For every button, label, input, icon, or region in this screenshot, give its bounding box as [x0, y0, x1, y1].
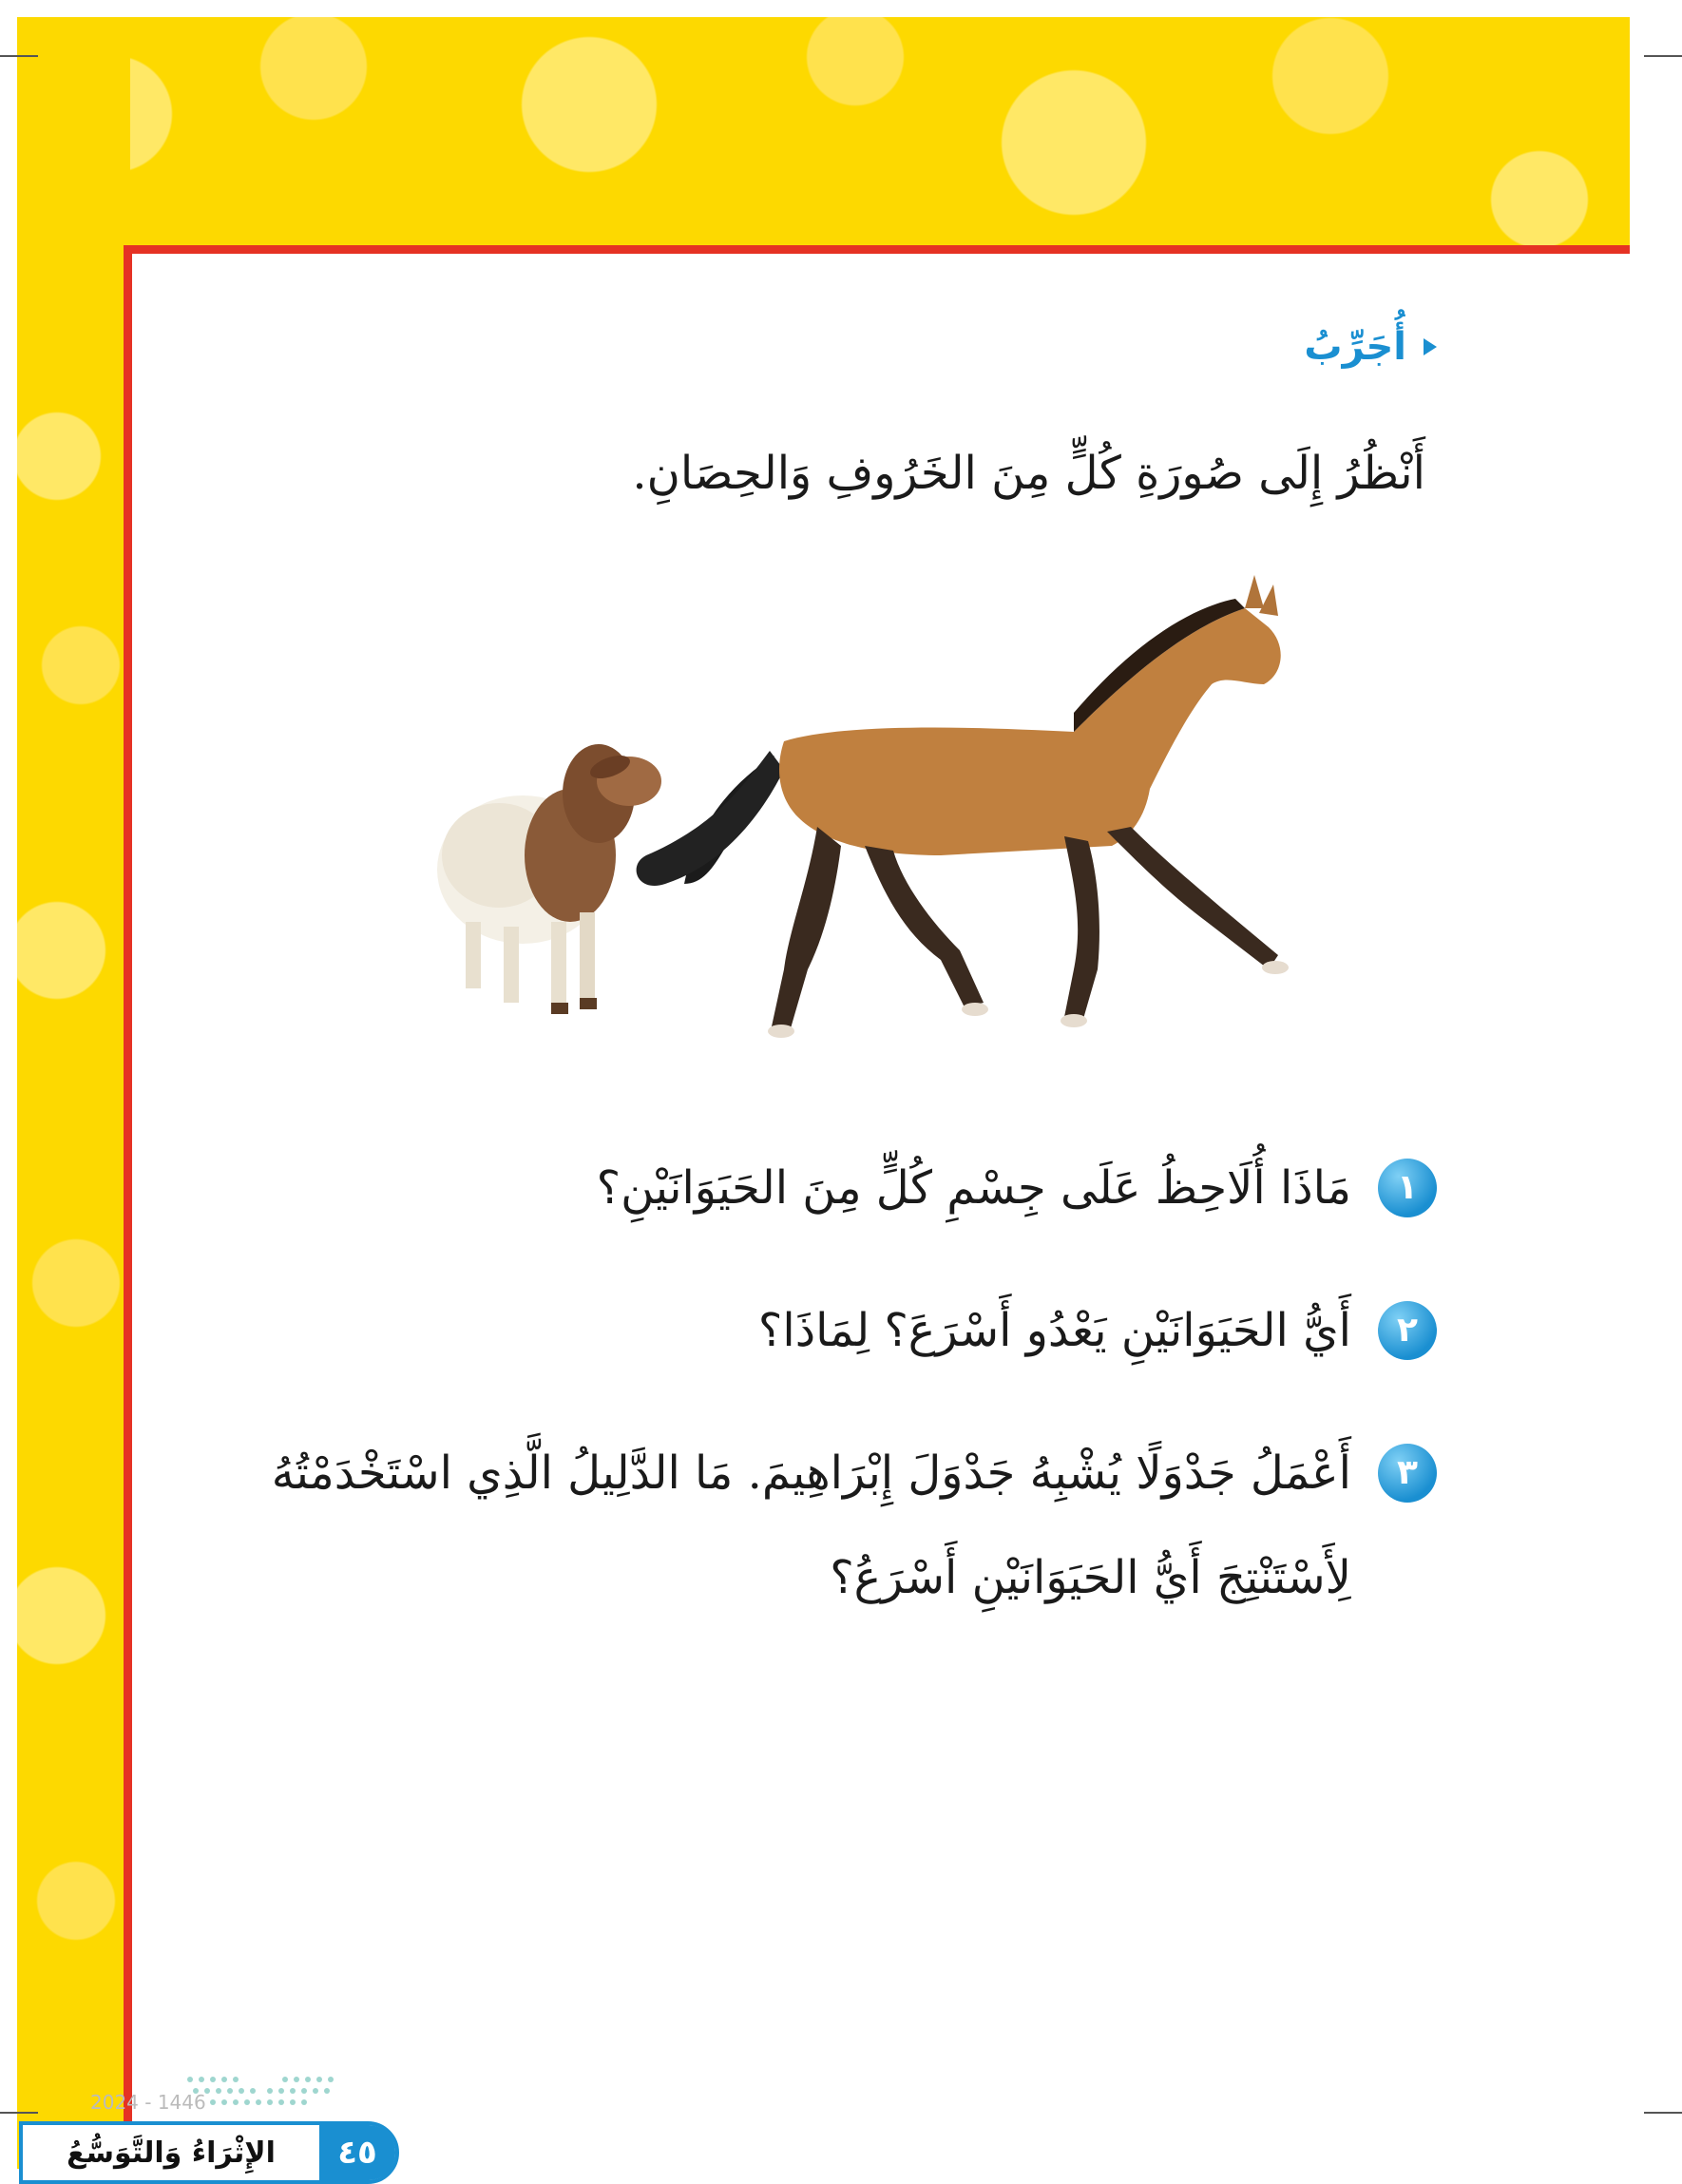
crop-mark — [1644, 2112, 1682, 2114]
red-border-left — [124, 245, 132, 2169]
yellow-frame-left — [0, 0, 130, 2169]
question-text: أَعْمَلُ جَدْوَلًا يُشْبِهُ جَدْوَلَ إِبْرَاهِيمَ. مَا الدَّلِيلُ الَّذِي اسْتَخْدَمْتُهُ لِأَسْتَنْتِجَ أَيُّ الحَيَوَانَيْنِ أَسْرَعُ؟ — [271, 1446, 1351, 1604]
question-number-badge: ١ — [1378, 1159, 1437, 1217]
page-edge-left — [0, 0, 17, 2169]
question-number-badge: ٣ — [1378, 1444, 1437, 1503]
question-text: أَيُّ الحَيَوَانَيْنِ يَعْدُو أَسْرَعَ؟ لِمَاذَا؟ — [757, 1304, 1351, 1357]
animals-illustration — [409, 570, 1435, 1064]
page-footer — [19, 2121, 399, 2184]
section-title: أُجَرِّبُ — [1304, 325, 1406, 369]
arrow-left-icon — [1424, 338, 1437, 355]
crop-mark — [0, 55, 38, 57]
sheep-image — [437, 744, 661, 1014]
page-edge-top — [0, 0, 1682, 17]
question-list — [201, 1136, 1437, 1668]
intro-text: أَنْظُرُ إِلَى صُورَةِ كُلٍّ مِنَ الخَرُوفِ وَالحِصَانِ. — [632, 447, 1425, 500]
section-header — [1304, 325, 1437, 369]
footer-year: 2024 - 1446 — [90, 2091, 206, 2114]
footer-bar — [19, 2121, 399, 2184]
red-border-top — [124, 245, 1630, 254]
page-number: ٤٥ — [319, 2125, 395, 2180]
crop-mark — [0, 2112, 38, 2114]
horse-image — [637, 575, 1289, 1038]
question-number-badge: ٢ — [1378, 1301, 1437, 1360]
question-text: مَاذَا أُلَاحِظُ عَلَى جِسْمِ كُلٍّ مِنَ الحَيَوَانَيْنِ؟ — [596, 1161, 1351, 1215]
question-item — [201, 1278, 1437, 1383]
yellow-frame-top — [0, 0, 1630, 249]
footer-title: الإِثْرَاءُ وَالتَّوَسُّعُ — [67, 2136, 276, 2170]
question-item — [201, 1421, 1437, 1630]
question-item — [201, 1136, 1437, 1240]
crop-mark — [1644, 55, 1682, 57]
